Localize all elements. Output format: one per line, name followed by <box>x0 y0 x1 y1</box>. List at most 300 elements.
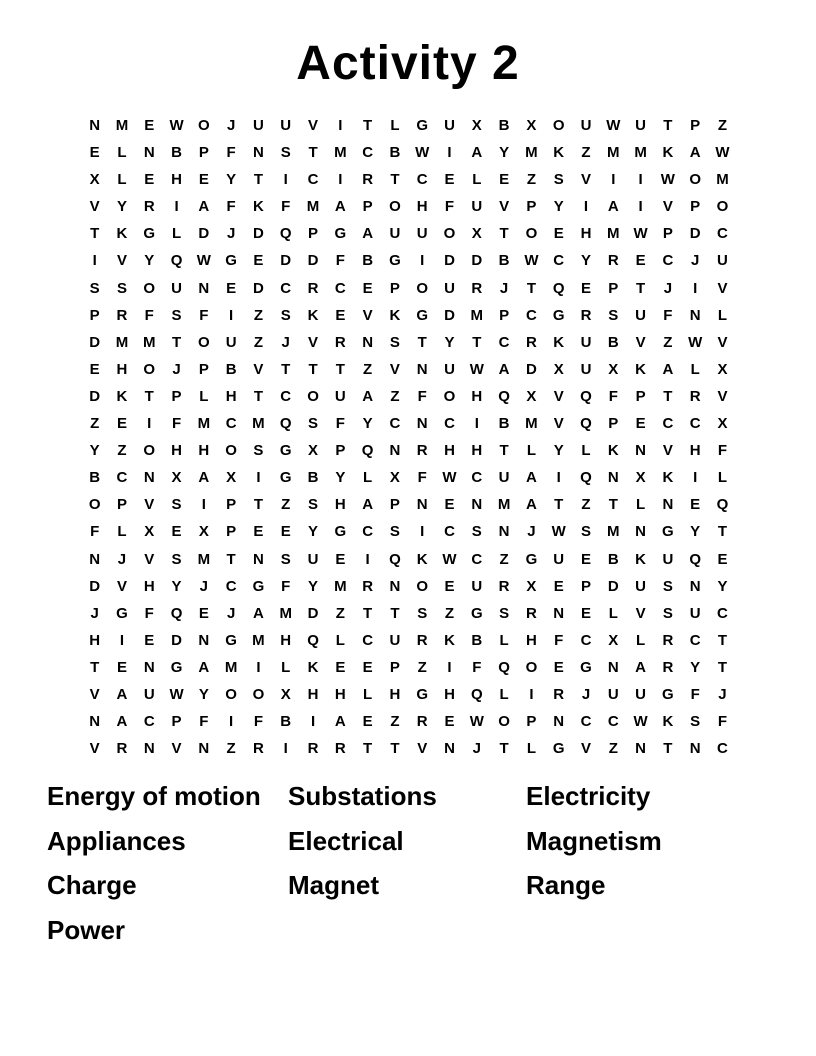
grid-letter: G <box>279 469 292 487</box>
grid-letter: S <box>580 523 591 541</box>
grid-letter: V <box>417 740 428 758</box>
grid-letter: O <box>525 225 538 243</box>
grid-letter: Y <box>690 658 701 676</box>
grid-letter: X <box>389 469 400 487</box>
grid-letter: I <box>147 415 152 433</box>
grid-letter: E <box>580 550 591 568</box>
grid-letter: Y <box>335 469 346 487</box>
grid-letter: K <box>662 713 674 731</box>
grid-letter: E <box>335 550 346 568</box>
grid-letter: M <box>634 144 647 162</box>
grid-letter: N <box>89 550 101 568</box>
grid-letter: D <box>253 279 264 297</box>
grid-letter: N <box>143 144 155 162</box>
word-bank-word: Electricity <box>526 781 651 811</box>
grid-letter: O <box>443 387 456 405</box>
grid-letter: P <box>171 387 182 405</box>
grid-letter: E <box>253 523 264 541</box>
grid-letter: D <box>444 306 455 324</box>
grid-letter: S <box>280 144 291 162</box>
grid-letter: U <box>389 225 401 243</box>
grid-letter: O <box>225 685 237 703</box>
grid-letter: E <box>89 144 100 162</box>
grid-letter: Q <box>307 631 319 649</box>
grid-letter: F <box>90 523 100 541</box>
grid-letter: X <box>308 442 319 460</box>
grid-letter: A <box>362 496 374 514</box>
grid-letter: R <box>116 306 128 324</box>
grid-letter: O <box>498 713 510 731</box>
grid-letter: W <box>196 252 211 270</box>
grid-letter: N <box>89 117 101 134</box>
grid-letter: A <box>116 713 128 731</box>
grid-letter: Y <box>89 442 100 460</box>
grid-letter: A <box>198 198 210 216</box>
grid-letter: Z <box>417 658 427 676</box>
grid-letter: F <box>472 658 482 676</box>
grid-letter: S <box>389 523 400 541</box>
grid-letter: E <box>335 658 346 676</box>
grid-letter: N <box>444 740 455 758</box>
grid-letter: X <box>526 577 537 595</box>
grid-letter: R <box>580 306 592 324</box>
grid-letter: R <box>362 171 374 189</box>
grid-letter: G <box>662 685 674 703</box>
grid-letter: S <box>308 415 319 433</box>
grid-letter: T <box>526 279 536 297</box>
grid-letter: P <box>526 198 537 216</box>
word-bank-word: Magnetism <box>526 825 662 856</box>
grid-letter: U <box>225 333 237 351</box>
grid-letter: E <box>116 658 127 676</box>
grid-letter: I <box>365 550 370 568</box>
grid-letter: F <box>717 442 728 460</box>
grid-letter: L <box>281 658 291 676</box>
grid-letter: J <box>581 685 591 703</box>
grid-letter: P <box>389 279 400 297</box>
grid-letter: L <box>690 360 700 378</box>
grid-letter: M <box>115 117 129 134</box>
grid-letter: U <box>416 225 428 243</box>
grid-letter: A <box>689 144 701 162</box>
grid-letter: R <box>416 631 428 649</box>
grid-letter: C <box>498 333 510 351</box>
grid-letter: T <box>417 333 427 351</box>
grid-letter: I <box>638 198 643 216</box>
grid-letter: R <box>471 279 483 297</box>
grid-letter: B <box>471 631 483 649</box>
word-bank <box>0 781 816 981</box>
grid-letter: V <box>89 198 100 216</box>
grid-letter: M <box>197 415 211 433</box>
grid-letter: U <box>580 333 592 351</box>
grid-letter: U <box>498 469 510 487</box>
grid-letter: C <box>471 469 483 487</box>
grid-letter: T <box>308 360 318 378</box>
grid-letter: T <box>390 740 400 758</box>
grid-letter: X <box>635 469 646 487</box>
grid-letter: E <box>444 171 455 189</box>
grid-letter: V <box>389 360 400 378</box>
grid-letter: D <box>89 333 101 351</box>
grid-letter: H <box>198 442 210 460</box>
grid-letter: I <box>420 252 425 270</box>
grid-letter: Y <box>690 523 701 541</box>
grid-letter: L <box>390 117 400 134</box>
grid-letter: L <box>171 225 182 243</box>
grid-letter: F <box>717 713 728 731</box>
grid-letter: U <box>607 685 619 703</box>
grid-letter: E <box>116 415 127 433</box>
grid-letter: F <box>281 198 291 216</box>
grid-letter: G <box>580 658 592 676</box>
grid-letter: N <box>607 658 619 676</box>
grid-letter: I <box>611 171 616 189</box>
grid-letter: K <box>635 550 646 568</box>
grid-letter: U <box>689 604 701 622</box>
grid-letter: H <box>307 685 319 703</box>
grid-letter: U <box>444 279 455 297</box>
grid-letter: R <box>607 252 619 270</box>
grid-letter: R <box>525 604 537 622</box>
grid-letter: A <box>607 198 619 216</box>
grid-letter: Z <box>581 144 591 162</box>
grid-letter: U <box>580 117 592 134</box>
grid-letter: I <box>474 415 479 433</box>
grid-letter: N <box>553 604 565 622</box>
grid-letter: O <box>416 279 429 297</box>
grid-letter: N <box>635 442 646 460</box>
grid-letter: M <box>334 144 347 162</box>
grid-letter: K <box>662 144 674 162</box>
grid-letter: Z <box>363 360 373 378</box>
grid-letter: Z <box>444 604 455 622</box>
grid-letter: A <box>362 225 374 243</box>
grid-letter: U <box>171 279 182 297</box>
grid-letter: W <box>524 252 539 270</box>
grid-letter: E <box>362 713 373 731</box>
grid-letter: V <box>116 252 127 270</box>
grid-letter: N <box>143 469 155 487</box>
grid-letter: F <box>144 604 154 622</box>
grid-letter: W <box>551 523 566 541</box>
grid-letter: I <box>92 252 97 270</box>
grid-letter: O <box>525 658 538 676</box>
grid-letter: I <box>420 523 425 541</box>
grid-letter: I <box>338 117 343 134</box>
grid-letter: Z <box>90 415 100 433</box>
grid-letter: C <box>362 144 374 162</box>
grid-letter: I <box>583 198 589 216</box>
grid-letter: B <box>89 469 101 487</box>
grid-letter: K <box>389 306 401 324</box>
grid-letter: U <box>471 577 483 595</box>
grid-letter: O <box>689 171 702 189</box>
grid-letter: T <box>554 496 564 514</box>
grid-letter: P <box>580 577 591 595</box>
grid-letter: V <box>171 740 182 758</box>
grid-letter: S <box>662 604 673 622</box>
grid-letter: V <box>580 740 591 758</box>
grid-letter: H <box>225 387 237 405</box>
grid-letter: C <box>689 415 701 433</box>
grid-letter: Z <box>526 171 536 189</box>
grid-letter: L <box>608 604 618 622</box>
grid-letter: G <box>252 577 265 595</box>
grid-letter: L <box>717 306 728 324</box>
grid-letter: T <box>90 658 100 676</box>
grid-letter: S <box>608 306 619 324</box>
grid-letter: V <box>144 496 155 514</box>
grid-letter: T <box>253 387 264 405</box>
grid-letter: N <box>416 496 428 514</box>
grid-letter: A <box>362 387 374 405</box>
grid-letter: Q <box>279 225 292 243</box>
grid-letter: U <box>635 117 646 134</box>
grid-letter: C <box>471 550 483 568</box>
grid-letter: G <box>552 306 565 324</box>
grid-letter: S <box>553 171 564 189</box>
grid-letter: N <box>253 550 264 568</box>
grid-letter: C <box>362 631 374 649</box>
grid-letter: C <box>662 252 674 270</box>
grid-letter: I <box>174 198 179 216</box>
grid-letter: L <box>199 387 209 405</box>
grid-letter: U <box>444 360 455 378</box>
grid-letter: M <box>607 144 620 162</box>
grid-letter: G <box>279 442 292 460</box>
grid-letter: O <box>198 333 210 351</box>
grid-letter: P <box>608 415 619 433</box>
grid-letter: J <box>199 577 208 595</box>
grid-letter: E <box>253 252 264 270</box>
grid-letter: M <box>525 415 538 433</box>
grid-letter: D <box>280 252 292 270</box>
grid-letter: Y <box>144 252 155 270</box>
grid-letter: V <box>662 442 673 460</box>
grid-letter: I <box>283 171 288 189</box>
grid-letter: O <box>552 117 565 134</box>
grid-letter: Y <box>553 198 564 216</box>
grid-letter: N <box>198 740 210 758</box>
grid-letter: Q <box>716 496 729 514</box>
grid-letter: J <box>172 360 181 378</box>
grid-letter: T <box>636 279 646 297</box>
grid-letter: Z <box>717 117 728 134</box>
grid-letter: L <box>636 496 646 514</box>
grid-letter: Y <box>308 577 319 595</box>
grid-letter: I <box>229 306 234 324</box>
grid-letter: X <box>526 117 537 134</box>
grid-letter: T <box>472 333 482 351</box>
grid-letter: B <box>389 144 401 162</box>
word-bank-word: Magnet <box>288 870 379 900</box>
grid-letter: K <box>662 469 674 487</box>
grid-letter: B <box>498 252 510 270</box>
grid-letter: M <box>142 333 156 351</box>
grid-letter: Z <box>663 333 673 351</box>
grid-letter: S <box>280 306 291 324</box>
grid-letter: I <box>256 469 261 487</box>
grid-letter: M <box>334 577 347 595</box>
grid-letter: W <box>715 144 730 162</box>
grid-letter: T <box>90 225 100 243</box>
grid-letter: D <box>607 577 619 595</box>
grid-letter: K <box>116 225 128 243</box>
grid-letter: K <box>416 550 428 568</box>
grid-letter: G <box>116 604 128 622</box>
grid-letter: W <box>442 469 457 487</box>
grid-letter: N <box>143 740 155 758</box>
grid-letter: O <box>143 442 156 460</box>
grid-letter: M <box>607 225 620 243</box>
grid-letter: C <box>444 523 455 541</box>
grid-letter: M <box>716 171 729 189</box>
grid-letter: J <box>117 550 127 568</box>
grid-letter: N <box>498 523 510 541</box>
grid-letter: C <box>116 469 128 487</box>
grid-letter: I <box>338 171 343 189</box>
grid-letter: K <box>116 387 128 405</box>
grid-letter: E <box>635 252 646 270</box>
grid-letter: O <box>252 685 265 703</box>
grid-letter: P <box>308 225 319 243</box>
grid-letter: V <box>635 333 646 351</box>
grid-letter: K <box>553 144 565 162</box>
page-title: Activity 2 <box>296 37 520 90</box>
grid-letter: X <box>526 387 537 405</box>
grid-letter: J <box>281 333 290 351</box>
grid-letter: M <box>497 496 511 514</box>
grid-letter: N <box>662 496 674 514</box>
grid-letter: U <box>280 117 292 134</box>
word-bank-word: Electrical <box>288 825 404 856</box>
grid-letter: I <box>447 658 452 676</box>
grid-letter: O <box>143 279 156 297</box>
grid-letter: D <box>171 631 182 649</box>
grid-letter: X <box>280 685 291 703</box>
grid-letter: P <box>526 713 537 731</box>
grid-letter: L <box>117 171 127 189</box>
grid-letter: O <box>443 225 456 243</box>
grid-letter: X <box>717 360 728 378</box>
grid-letter: E <box>362 658 373 676</box>
grid-letter: T <box>663 740 673 758</box>
grid-letter: F <box>444 198 455 216</box>
grid-letter: L <box>526 442 536 460</box>
grid-letter: T <box>363 604 373 622</box>
grid-letter: H <box>89 631 101 649</box>
grid-letter: Y <box>198 685 209 703</box>
grid-letter: E <box>580 279 591 297</box>
grid-letter: M <box>607 523 620 541</box>
grid-letter: H <box>334 685 346 703</box>
word-bank-word: Power <box>47 914 126 945</box>
grid-letter: T <box>717 631 728 649</box>
grid-letter: Q <box>498 658 510 676</box>
grid-letter: C <box>580 713 592 731</box>
grid-letter: T <box>663 117 673 134</box>
grid-letter: D <box>89 577 101 595</box>
grid-letter: G <box>389 252 401 270</box>
grid-letter: B <box>498 415 510 433</box>
grid-letter: L <box>581 442 591 460</box>
grid-letter: X <box>553 360 564 378</box>
word-bank-word: Energy of motion <box>47 781 261 811</box>
grid-letter: E <box>553 225 564 243</box>
grid-letter: Q <box>552 279 565 297</box>
grid-letter: C <box>280 279 292 297</box>
grid-letter: S <box>471 523 482 541</box>
grid-letter: R <box>553 685 565 703</box>
grid-letter: R <box>662 631 674 649</box>
grid-letter: V <box>717 333 728 351</box>
grid-letter: N <box>389 442 401 460</box>
grid-letter: E <box>717 550 728 568</box>
grid-letter: L <box>363 469 373 487</box>
grid-letter: U <box>635 306 646 324</box>
grid-letter: J <box>691 252 700 270</box>
grid-letter: A <box>198 469 210 487</box>
grid-letter: P <box>198 360 209 378</box>
grid-letter: T <box>144 387 154 405</box>
grid-letter: E <box>89 360 100 378</box>
grid-letter: R <box>116 740 128 758</box>
grid-letter: E <box>444 713 455 731</box>
grid-letter: P <box>226 523 237 541</box>
grid-letter: D <box>471 252 483 270</box>
grid-letter: N <box>471 496 483 514</box>
grid-letter: G <box>470 604 483 622</box>
grid-letter: X <box>717 415 728 433</box>
grid-letter: H <box>444 442 455 460</box>
grid-letter: J <box>499 279 509 297</box>
grid-letter: R <box>307 279 319 297</box>
grid-letter: H <box>171 442 182 460</box>
grid-letter: A <box>525 496 537 514</box>
grid-letter: S <box>499 604 510 622</box>
grid-letter: K <box>553 333 565 351</box>
grid-letter: E <box>280 523 291 541</box>
grid-letter: Z <box>390 387 400 405</box>
grid-letter: G <box>416 117 429 134</box>
grid-letter: T <box>608 496 618 514</box>
grid-letter: C <box>225 415 237 433</box>
grid-letter: B <box>280 713 292 731</box>
grid-letter: G <box>170 658 183 676</box>
grid-letter: Q <box>580 469 592 487</box>
grid-letter: D <box>444 252 455 270</box>
grid-letter: R <box>307 740 319 758</box>
grid-letter: W <box>169 117 184 134</box>
grid-letter: F <box>199 306 209 324</box>
grid-letter: E <box>171 523 182 541</box>
grid-letter: T <box>253 171 264 189</box>
grid-letter: A <box>662 360 674 378</box>
grid-letter: Q <box>361 442 374 460</box>
wordsearch-grid <box>81 112 736 762</box>
grid-letter: M <box>115 333 129 351</box>
grid-letter: K <box>307 306 319 324</box>
grid-letter: T <box>717 523 728 541</box>
grid-letter: Z <box>253 333 264 351</box>
grid-letter: L <box>117 523 127 541</box>
grid-letter: N <box>416 415 428 433</box>
grid-letter: R <box>525 333 537 351</box>
grid-letter: V <box>635 604 646 622</box>
grid-letter: O <box>225 442 237 460</box>
grid-letter: V <box>89 685 100 703</box>
